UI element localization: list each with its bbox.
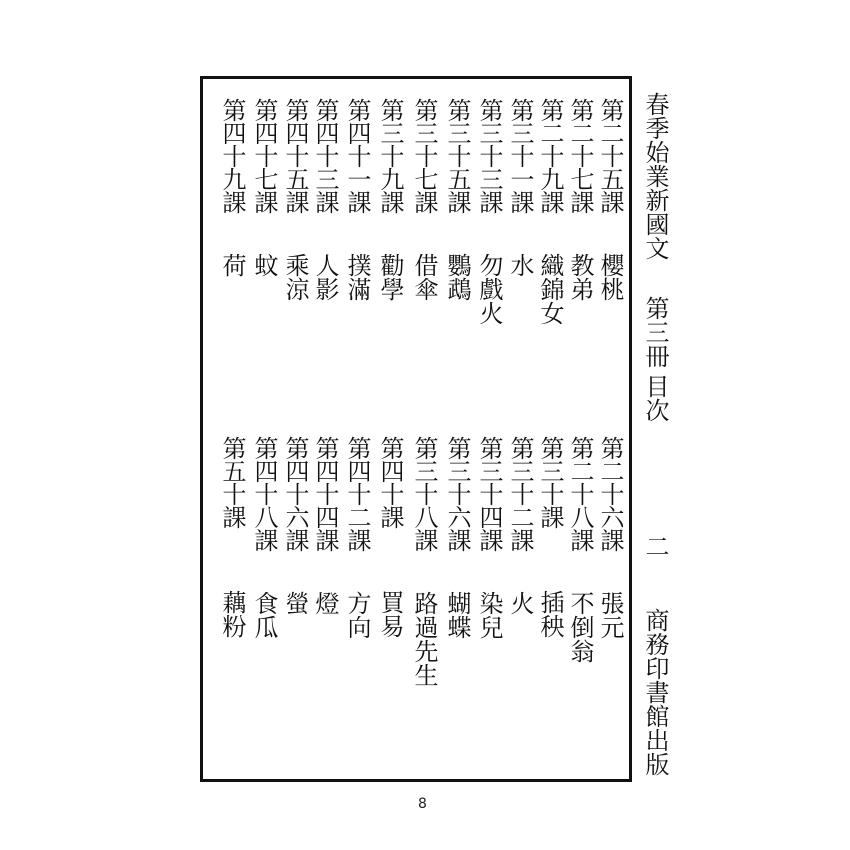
lesson-title: 螢	[281, 591, 309, 615]
lesson-title: 鸚鵡	[443, 253, 471, 301]
lesson-entry-bottom-1	[598, 436, 622, 639]
lesson-entry-top-8	[378, 98, 402, 301]
volume-label: 第三冊	[641, 296, 669, 368]
lesson-number: 第四十三課	[311, 98, 339, 213]
lesson-entry-top-1	[598, 98, 622, 301]
section-label: 目次	[641, 374, 669, 422]
lesson-number: 第三十七課	[410, 98, 438, 213]
lesson-title: 勿戲火	[475, 253, 503, 325]
lesson-title: 人影	[311, 253, 339, 301]
lesson-entry-bottom-10	[313, 436, 337, 615]
lesson-number: 第三十四課	[475, 436, 503, 551]
lesson-entry-top-9	[345, 98, 369, 301]
lesson-title: 張元	[596, 591, 624, 639]
lesson-title: 勸學	[376, 253, 404, 301]
lesson-number: 第三十課	[536, 436, 564, 528]
lesson-entry-bottom-12	[252, 436, 276, 639]
lesson-number: 第四十六課	[281, 436, 309, 551]
lesson-number: 第三十八課	[410, 436, 438, 551]
page-in-book-label: 二	[641, 534, 669, 558]
lesson-entry-top-5	[477, 98, 501, 325]
lesson-title: 織錦女	[536, 253, 564, 325]
lesson-number: 第四十九課	[218, 98, 246, 213]
lesson-title: 買易	[376, 590, 404, 638]
lesson-entry-bottom-2	[568, 436, 592, 663]
book-title: 春季始業新國文	[641, 92, 669, 260]
lesson-title: 櫻桃	[596, 253, 624, 301]
lesson-number: 第三十三課	[475, 98, 503, 213]
lesson-title: 路過先生	[410, 591, 438, 687]
lesson-number: 第五十課	[218, 436, 246, 528]
lesson-entry-top-13	[220, 98, 244, 277]
lesson-title: 水	[506, 253, 534, 277]
page-number: 8	[418, 796, 427, 812]
lesson-number: 第二十八課	[566, 436, 594, 551]
lesson-entry-top-4	[508, 98, 532, 277]
lesson-title: 乘涼	[281, 253, 309, 301]
lesson-entry-bottom-11	[283, 436, 307, 615]
lesson-number: 第三十六課	[443, 436, 471, 551]
lesson-entry-bottom-4	[508, 436, 532, 615]
lesson-number: 第三十五課	[443, 98, 471, 213]
lesson-title: 荷	[218, 253, 246, 277]
lesson-number: 第四十二課	[343, 436, 371, 551]
lesson-title: 不倒翁	[566, 591, 594, 663]
lesson-number: 第四十四課	[311, 436, 339, 551]
lesson-number: 第二十七課	[566, 98, 594, 213]
lesson-title: 藕粉	[218, 590, 246, 638]
lesson-entry-bottom-3	[538, 436, 562, 638]
lesson-entry-top-7	[412, 98, 436, 301]
lesson-title: 插秧	[536, 590, 564, 638]
lesson-number: 第三十九課	[376, 98, 404, 213]
lesson-title: 燈	[311, 591, 339, 615]
lesson-entry-top-6	[445, 98, 469, 301]
lesson-number: 第三十二課	[506, 436, 534, 551]
lesson-title: 食瓜	[250, 591, 278, 639]
lesson-number: 第二十九課	[536, 98, 564, 213]
lesson-entry-bottom-8	[378, 436, 402, 638]
lesson-number: 第三十一課	[506, 98, 534, 213]
lesson-entry-bottom-6	[445, 436, 469, 639]
lesson-title: 蝴蝶	[443, 591, 471, 639]
lesson-entry-top-11	[283, 98, 307, 301]
lesson-title: 借傘	[410, 253, 438, 301]
lesson-entry-bottom-5	[477, 436, 501, 639]
lesson-title: 方向	[343, 591, 371, 639]
lesson-title: 教弟	[566, 253, 594, 301]
lesson-entry-top-3	[538, 98, 562, 325]
lesson-entry-bottom-7	[412, 436, 436, 687]
publisher-label: 商務印書館出版	[641, 608, 669, 776]
lesson-entry-top-10	[313, 98, 337, 301]
lesson-number: 第四十五課	[281, 98, 309, 213]
lesson-number: 第二十五課	[596, 98, 624, 213]
lesson-entry-bottom-13	[220, 436, 244, 638]
lesson-entry-top-2	[568, 98, 592, 301]
lesson-number: 第四十課	[376, 436, 404, 528]
lesson-number: 第四十八課	[250, 436, 278, 551]
lesson-entry-bottom-9	[345, 436, 369, 639]
lesson-title: 染兒	[475, 591, 503, 639]
lesson-number: 第四十七課	[250, 98, 278, 213]
lesson-entry-top-12	[252, 98, 276, 277]
lesson-title: 蚊	[250, 253, 278, 277]
lesson-number: 第二十六課	[596, 436, 624, 551]
lesson-title: 火	[506, 591, 534, 615]
lesson-number: 第四十一課	[343, 98, 371, 213]
lesson-title: 撲滿	[343, 253, 371, 301]
